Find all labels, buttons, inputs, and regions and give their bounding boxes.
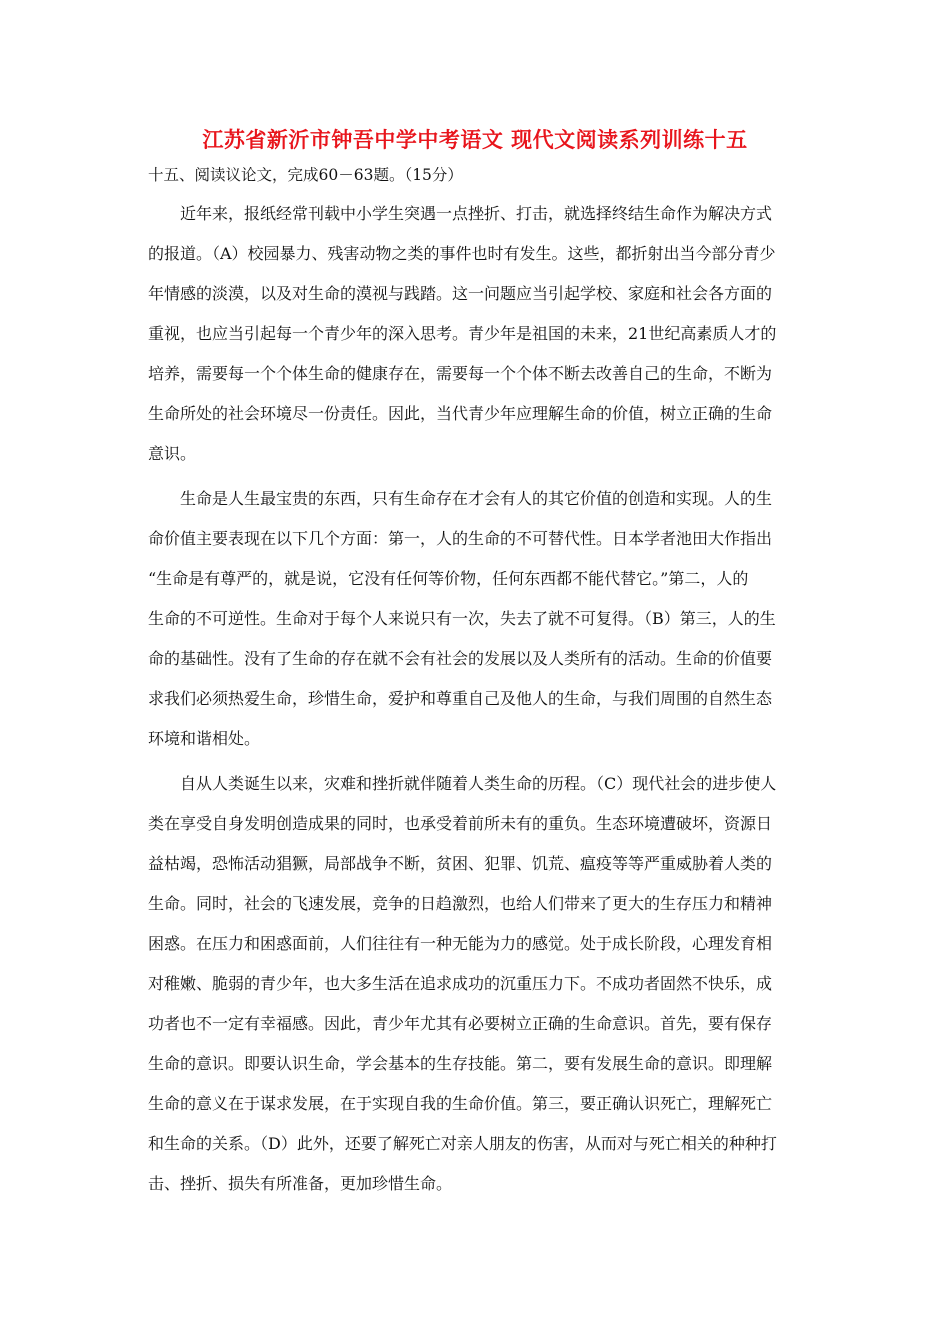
- paragraph-line: 功者也不一定有幸福感。因此，青少年尤其有必要树立正确的生命意识。首先，要有保存: [148, 1014, 773, 1033]
- paragraph-line: 生命的意识。即要认识生命，学会基本的生存技能。第二，要有发展生命的意识。即理解: [148, 1054, 773, 1073]
- paragraph-1: [148, 194, 810, 474]
- paragraph-line: 对稚嫩、脆弱的青少年，也大多生活在追求成功的沉重压力下。不成功者固然不快乐，成: [148, 974, 773, 993]
- paragraph-line: 意识。: [148, 444, 197, 463]
- paragraph-line: 年情感的淡漠，以及对生命的漠视与践踏。这一问题应当引起学校、家庭和社会各方面的: [148, 284, 773, 303]
- paragraph-line: 求我们必须热爱生命，珍惜生命，爱护和尊重自己及他人的生命，与我们周围的自然生态: [148, 689, 773, 708]
- paragraph-line: 的报道。（A）校园暴力、残害动物之类的事件也时有发生。这些，都折射出当今部分青少: [148, 244, 776, 263]
- paragraph-line: 环境和谐相处。: [148, 729, 261, 748]
- paragraph-line: 生命是人生最宝贵的东西，只有生命存在才会有人的其它价值的创造和实现。人的生: [180, 489, 773, 508]
- paragraph-line: 困惑。在压力和困惑面前，人们往往有一种无能为力的感觉。处于成长阶段，心理发育相: [148, 934, 773, 953]
- paragraph-line: 类在享受自身发明创造成果的同时，也承受着前所未有的重负。生态环境遭破坏，资源日: [148, 814, 773, 833]
- question-prompt: 十五、阅读议论文，完成60－63题。（15分）: [148, 166, 463, 184]
- document-title: 江苏省新沂市钟吾中学中考语文 现代文阅读系列训练十五: [202, 127, 748, 152]
- article-body: [148, 194, 810, 1209]
- paragraph-line: 培养，需要每一个个体生命的健康存在，需要每一个个体不断去改善自己的生命，不断为: [148, 364, 773, 383]
- paragraph-line: 命价值主要表现在以下几个方面：第一，人的生命的不可替代性。日本学者池田大作指出: [148, 529, 773, 548]
- paragraph-line: 生命。同时，社会的飞速发展，竞争的日趋激烈，也给人们带来了更大的生存压力和精神: [148, 894, 773, 913]
- paragraph-3: [148, 764, 810, 1204]
- paragraph-line: 重视，也应当引起每一个青少年的深入思考。青少年是祖国的未来，21世纪高素质人才的: [148, 324, 777, 343]
- paragraph-line: 近年来，报纸经常刊载中小学生突遇一点挫折、打击，就选择终结生命作为解决方式: [180, 204, 773, 223]
- paragraph-line: 命的基础性。没有了生命的存在就不会有社会的发展以及人类所有的活动。生命的价值要: [148, 649, 773, 668]
- paragraph-line: “生命是有尊严的，就是说，它没有任何等价物，任何东西都不能代替它。”第二，人的: [148, 569, 749, 588]
- paragraph-line: 生命的不可逆性。生命对于每个人来说只有一次，失去了就不可复得。（B）第三，人的生: [148, 609, 776, 628]
- paragraph-line: 和生命的关系。（D）此外，还要了解死亡对亲人朋友的伤害，从而对与死亡相关的种种打: [148, 1134, 777, 1153]
- paragraph-line: 益枯竭，恐怖活动猖獗，局部战争不断，贫困、犯罪、饥荒、瘟疫等等严重威胁着人类的: [148, 854, 773, 873]
- paragraph-line: 自从人类诞生以来，灾难和挫折就伴随着人类生命的历程。（C）现代社会的进步使人: [180, 774, 777, 793]
- paragraph-line: 击、挫折、损失有所准备，更加珍惜生命。: [148, 1174, 453, 1193]
- paragraph-2: [148, 479, 810, 759]
- paragraph-line: 生命所处的社会环境尽一份责任。因此，当代青少年应理解生命的价值，树立正确的生命: [148, 404, 773, 423]
- paragraph-line: 生命的意义在于谋求发展，在于实现自我的生命价值。第三，要正确认识死亡，理解死亡: [148, 1094, 773, 1113]
